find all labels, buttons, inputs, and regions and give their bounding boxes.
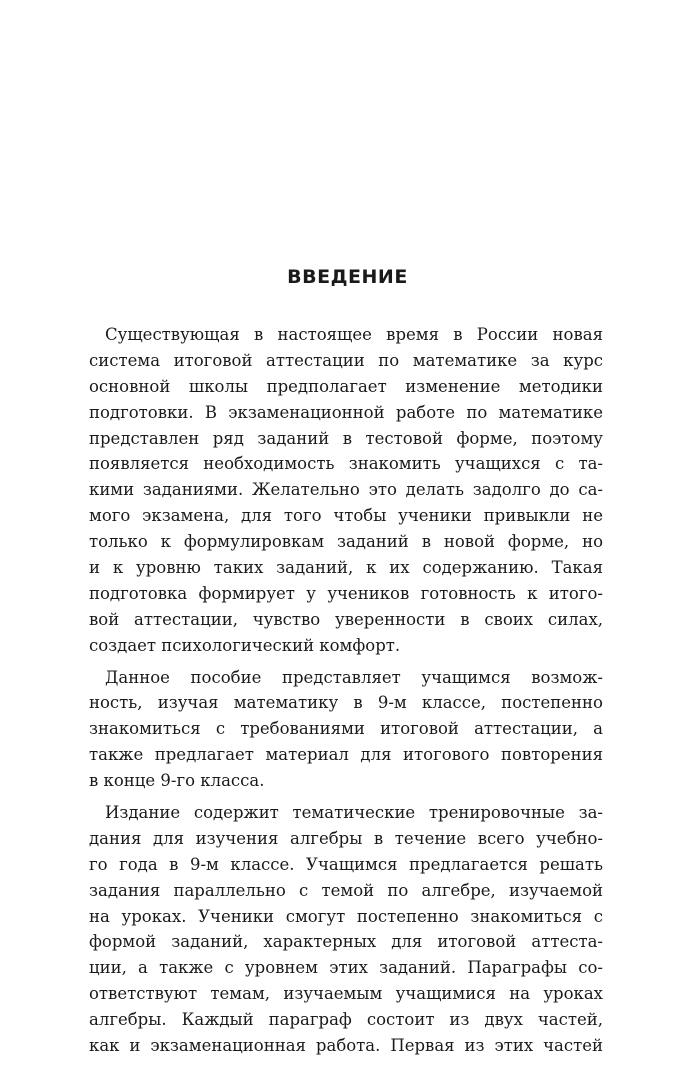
- page-title: ВВЕДЕНИЕ: [287, 266, 408, 288]
- text-line: также предлагает материал для итогового повторения: [89, 745, 603, 765]
- text-line: дания для изучения алгебры в течение всего учебно-: [89, 828, 603, 848]
- text-line: подготовки. В экзаменационной работе по математике: [89, 402, 603, 422]
- paragraph-2: [89, 665, 603, 794]
- paragraph-3: [89, 800, 603, 1059]
- text-line: появляется необходимость знакомить учащихся с та-: [89, 454, 603, 474]
- text-line: ции, а также с уровнем этих заданий. Параграфы со-: [89, 958, 603, 978]
- text-line: в конце 9-го класса.: [89, 771, 265, 791]
- text-line: и к уровню таких заданий, к их содержанию. Такая: [89, 558, 603, 578]
- text-line: знакомиться с требованиями итоговой аттестации, а: [89, 719, 603, 739]
- text-line: только к формулировкам заданий в новой форме, но: [89, 532, 603, 552]
- text-line: задания параллельно с темой по алгебре, изучаемой: [89, 880, 603, 900]
- text-line: подготовка формирует у учеников готовность к итого-: [89, 583, 603, 603]
- text-line: мого экзамена, для того чтобы ученики привыкли не: [89, 506, 603, 526]
- text-line: система итоговой аттестации по математике за курс: [89, 350, 603, 370]
- text-line: ответствуют темам, изучаемым учащимися на уроках: [89, 984, 603, 1004]
- text-line: создает психологический комфорт.: [89, 635, 401, 655]
- text-line: го года в 9-м классе. Учащимся предлагается решать: [89, 854, 603, 874]
- text-line: алгебры. Каждый параграф состоит из двух частей,: [89, 1010, 603, 1030]
- text-line: на уроках. Ученики смогут постепенно знакомиться с: [89, 906, 603, 926]
- text-line: Издание содержит тематические тренировочные за-: [105, 803, 603, 823]
- text-line: вой аттестации, чувство уверенности в своих силах,: [89, 609, 603, 629]
- text-line: как и экзаменационная работа. Первая из этих частей: [89, 1036, 603, 1056]
- body-text: [89, 322, 603, 1059]
- text-line: формой заданий, характерных для итоговой аттеста-: [89, 932, 603, 952]
- text-line: ность, изучая математику в 9-м классе, постепенно: [89, 693, 603, 713]
- paragraph-1: [89, 322, 603, 659]
- text-line: представлен ряд заданий в тестовой форме, поэтому: [89, 428, 603, 448]
- text-line: Данное пособие представляет учащимся возмож-: [105, 667, 603, 687]
- text-line: основной школы предполагает изменение методики: [89, 376, 603, 396]
- text-line: кими заданиями. Желательно это делать задолго до са-: [89, 480, 603, 500]
- text-line: Существующая в настоящее время в России новая: [105, 325, 603, 344]
